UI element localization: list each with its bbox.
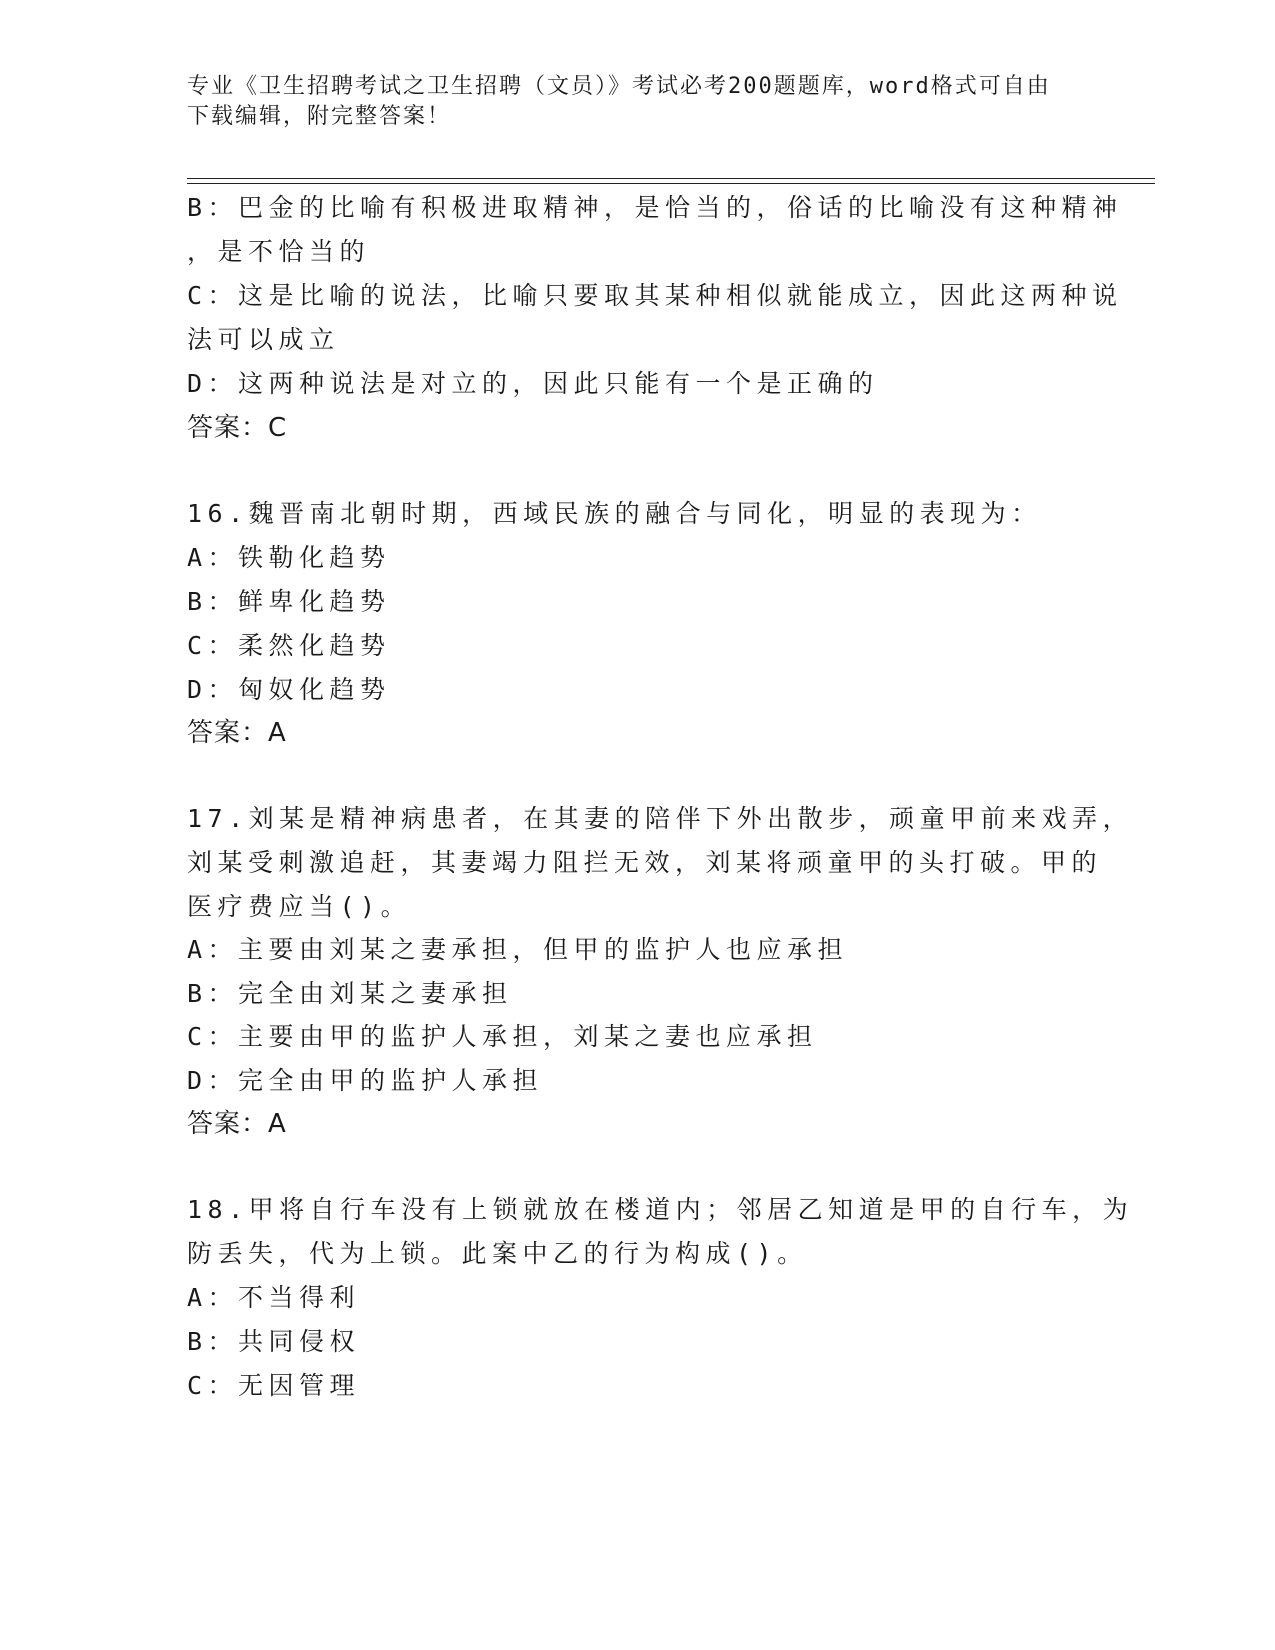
q16-option-b: B：鲜卑化趋势 [187, 587, 391, 616]
q16-option-a: A：铁勒化趋势 [187, 543, 391, 572]
q15-option-c-line1: C：这是比喻的说法，比喻只要取其某种相似就能成立，因此这两种说 [187, 281, 1123, 310]
header-divider-bottom [187, 183, 1155, 184]
q17-option-a: A：主要由刘某之妻承担，但甲的监护人也应承担 [187, 935, 849, 964]
q16-option-d: D：匈奴化趋势 [187, 675, 391, 704]
q17-stem-line3: 医疗费应当()。 [187, 892, 412, 921]
q15-answer: 答案：C [187, 413, 288, 443]
q18-option-c: C：无因管理 [187, 1371, 361, 1400]
q17-option-c: C：主要由甲的监护人承担，刘某之妻也应承担 [187, 1022, 818, 1051]
q17-stem-line1: 17.刘某是精神病患者，在其妻的陪伴下外出散步，顽童甲前来戏弄， [187, 804, 1134, 833]
q15-option-b-line1: B：巴金的比喻有积极进取精神，是恰当的，俗话的比喻没有这种精神 [187, 193, 1123, 222]
q18-stem-line2: 防丢失，代为上锁。此案中乙的行为构成()。 [187, 1239, 808, 1268]
q18-option-a: A：不当得利 [187, 1283, 361, 1312]
q16-stem: 16.魏晋南北朝时期，西域民族的融合与同化，明显的表现为： [187, 499, 1042, 528]
q16-answer: 答案：A [187, 718, 287, 748]
q16-option-c: C：柔然化趋势 [187, 631, 391, 660]
q17-stem-line2: 刘某受刺激追赶，其妻竭力阻拦无效，刘某将顽童甲的头打破。甲的 [187, 848, 1103, 877]
q15-option-c-line2: 法可以成立 [187, 325, 340, 354]
q17-option-d: D：完全由甲的监护人承担 [187, 1066, 544, 1095]
q17-answer: 答案：A [187, 1109, 287, 1139]
q15-option-d: D：这两种说法是对立的，因此只能有一个是正确的 [187, 369, 879, 398]
q15-option-b-line2: ，是不恰当的 [187, 237, 371, 266]
q18-option-b: B：共同侵权 [187, 1327, 361, 1356]
header-divider-top [187, 178, 1155, 179]
q17-option-b: B：完全由刘某之妻承担 [187, 979, 513, 1008]
q18-stem-line1: 18.甲将自行车没有上锁就放在楼道内；邻居乙知道是甲的自行车，为 [187, 1195, 1134, 1224]
document-header: 专业《卫生招聘考试之卫生招聘（文员）》考试必考200题题库，word格式可自由下载编辑，附完整答案！ [187, 74, 1051, 129]
